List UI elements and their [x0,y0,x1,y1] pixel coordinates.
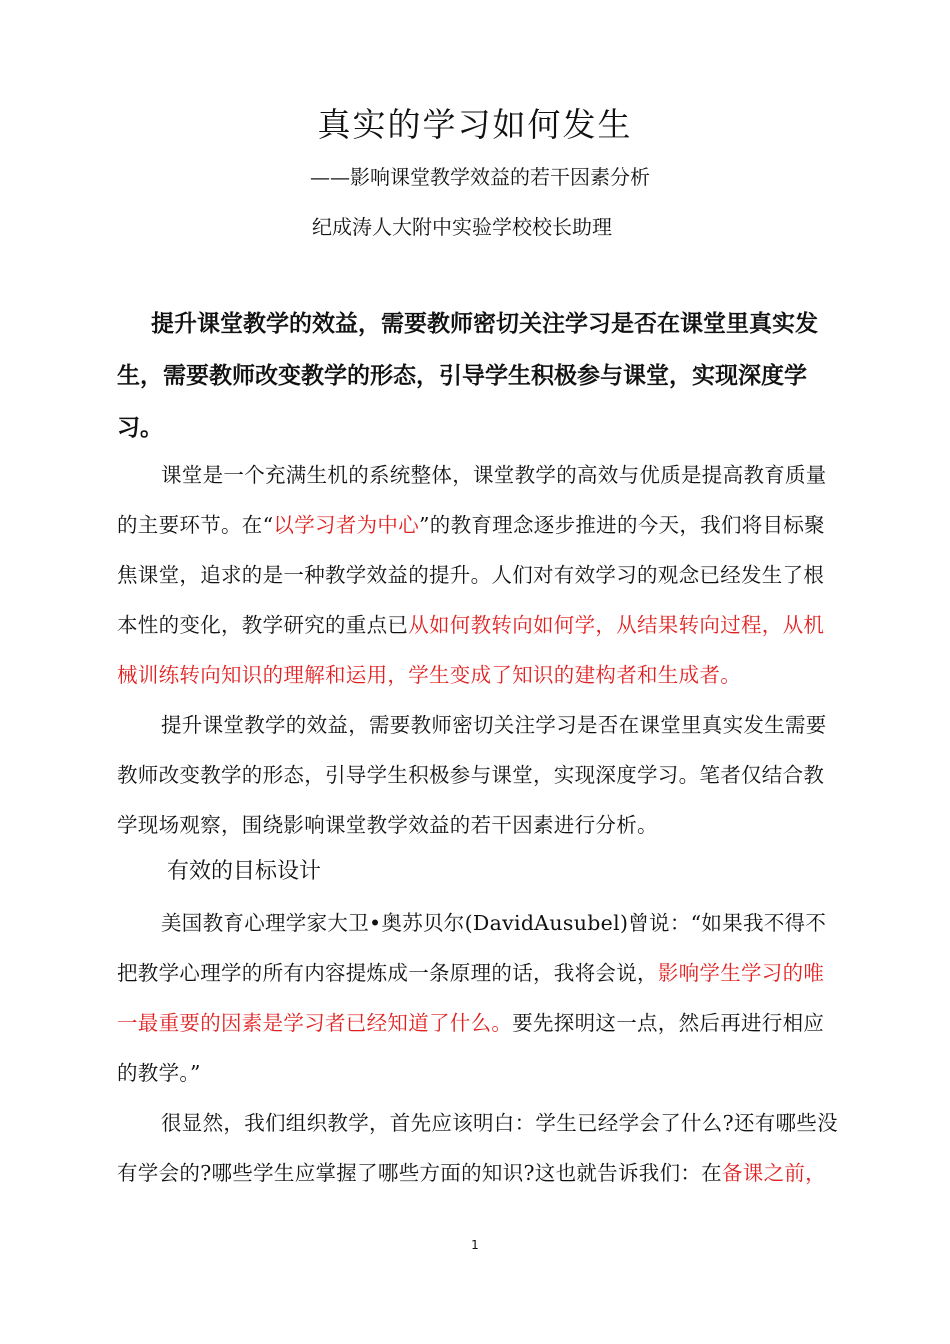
paragraph-2: 提升课堂教学的效益，需要教师密切关注学习是否在课堂里真实发生需要教师改变教学的形态，引导学生积极参与课堂，实现深度学习。笔者仅结合教学现场观察，围绕影响课堂教学效益的若干因素进行分析。 [117,713,827,837]
paragraph-1-text-a: 课堂是一个充满生机的系统整体，课堂教学的高效与优质是提高教育质量的主要环节。在“ [117,463,827,537]
paragraph-3 [117,898,843,1098]
paragraph-4 [117,1098,843,1198]
paragraph-3-highlight: 影响学生学习的唯一最重要的因素是学习者已经知道了什么。 [117,961,825,1035]
section-heading: 有效的目标设计 [167,859,322,884]
paragraph-3-text-b: 要先探明这一点，然后再进行相应的教学。” [117,1011,825,1085]
document-subtitle: ——影响课堂教学效益的若干因素分析 [310,165,650,189]
document-title: 真实的学习如何发生 [317,105,633,144]
lead-paragraph: 提升课堂教学的效益，需要教师密切关注学习是否在课堂里真实发生，需要教师改变教学的形态，引导学生积极参与课堂，实现深度学习。 [117,311,818,441]
paragraph-1-highlight-a: 以学习者为中心 [273,513,419,537]
paragraph-1-text-b: ”的教育理念逐步推进的今天，我们将目标聚焦课堂，追求的是一种教学效益的提升。人们对有效学习的观念已经发生了根本性的变化，教学研究的重点已 [117,513,825,637]
paragraph-4-text: 很显然，我们组织教学，首先应该明白：学生已经学会了什么?还有哪些没有学会的?哪些学生应掌握了哪些方面的知识?这也就告诉我们：在 [117,1111,838,1185]
paragraph-4-highlight: 备课之前， [721,1161,826,1185]
author-line: 纪成涛人大附中实验学校校长助理 [312,215,612,239]
paragraph-1 [117,450,843,700]
page-number: 1 [471,1238,479,1252]
paragraph-3-text-a: 美国教育心理学家大卫•奥苏贝尔(DavidAusubel)曾说：“如果我不得不把教学心理学的所有内容提炼成一条原理的话，我将会说， [117,911,827,985]
paragraph-1-highlight-b: 从如何教转向如何学，从结果转向过程，从机械训练转向知识的理解和运用，学生变成了知识的建构者和生成者。 [117,613,825,687]
